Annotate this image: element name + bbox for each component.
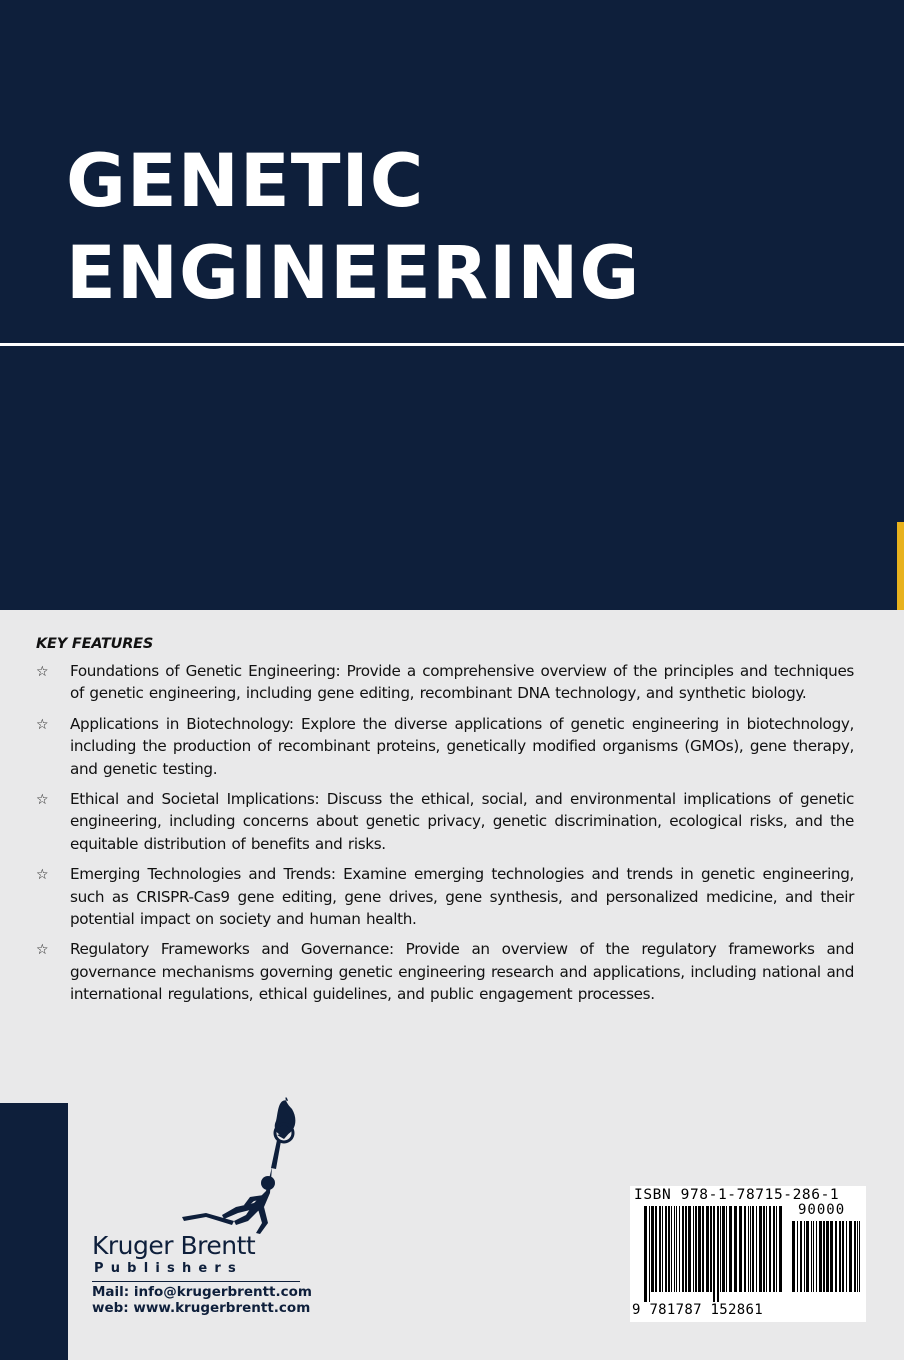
barcode-bar bbox=[671, 1206, 672, 1292]
torch-runner-logo-icon bbox=[150, 1095, 300, 1235]
title-divider bbox=[0, 343, 904, 346]
top-navy-band bbox=[0, 0, 904, 610]
barcode-bar bbox=[744, 1206, 746, 1292]
barcode-bar bbox=[816, 1221, 817, 1292]
barcode-bar bbox=[854, 1221, 856, 1292]
publisher-web: web: www.krugerbrentt.com bbox=[92, 1300, 311, 1316]
barcode-bar bbox=[859, 1221, 860, 1292]
barcode-bar bbox=[804, 1221, 805, 1292]
isbn-label: ISBN 978-1-78715-286-1 bbox=[634, 1187, 840, 1203]
barcode-bar bbox=[726, 1206, 727, 1292]
barcode-bar bbox=[649, 1206, 650, 1302]
barcode-bar bbox=[759, 1206, 762, 1292]
title-line-1: GENETIC bbox=[66, 139, 425, 224]
barcode-bar bbox=[766, 1206, 767, 1292]
barcode-bar bbox=[698, 1206, 701, 1292]
barcode-bar bbox=[756, 1206, 757, 1292]
feature-item bbox=[36, 713, 854, 780]
barcode-bar bbox=[729, 1206, 732, 1292]
barcode-bar bbox=[717, 1206, 719, 1302]
barcode-bar bbox=[734, 1206, 737, 1292]
feature-text: Applications in Biotechnology: Explore the diverse applications of genetic engineering in biotechnology, including the production of recombinant proteins, genetically modified organisms (GMOs), gene therapy, and genetic testing. bbox=[70, 714, 854, 778]
title-line-2: ENGINEERING bbox=[66, 231, 641, 316]
barcode-bar bbox=[826, 1221, 829, 1292]
publisher-mail: Mail: info@krugerbrentt.com bbox=[92, 1284, 312, 1300]
yellow-spine-mark bbox=[897, 522, 904, 610]
feature-text: Emerging Technologies and Trends: Examine emerging technologies and trends in genetic engineering, such as CRISPR-Cas9 gene editing, gene drives, gene synthesis, and personalized medicine, and their potential impact on society and human health. bbox=[70, 865, 854, 929]
barcode-bar bbox=[800, 1221, 802, 1292]
key-features-heading: KEY FEATURES bbox=[36, 636, 154, 652]
barcode-bar bbox=[739, 1206, 742, 1292]
feature-item bbox=[36, 788, 854, 855]
barcode-bar bbox=[842, 1221, 844, 1292]
barcode-bar bbox=[659, 1206, 661, 1292]
barcode-bar bbox=[720, 1206, 721, 1292]
barcode-bar bbox=[706, 1206, 709, 1292]
barcode-bar bbox=[857, 1221, 858, 1292]
star-outline-icon: ☆ bbox=[36, 942, 49, 959]
publisher-subtitle: Publishers bbox=[94, 1261, 243, 1276]
publisher-name: Kruger Brentt bbox=[92, 1231, 256, 1260]
barcode-bar bbox=[806, 1221, 809, 1292]
star-outline-icon: ☆ bbox=[36, 867, 49, 884]
barcode-bar bbox=[682, 1206, 684, 1292]
barcode-bar bbox=[662, 1206, 663, 1292]
barcode-bar bbox=[713, 1206, 715, 1302]
barcode-bar bbox=[651, 1206, 654, 1292]
barcode-bar bbox=[763, 1206, 765, 1292]
addon-barcode-bars bbox=[792, 1221, 860, 1302]
barcode-bar bbox=[722, 1206, 725, 1292]
feature-item bbox=[36, 938, 854, 1005]
barcode-bar bbox=[849, 1221, 852, 1292]
barcode-bar bbox=[668, 1206, 670, 1292]
barcode-bar bbox=[819, 1221, 822, 1292]
barcode-bar bbox=[676, 1206, 677, 1292]
barcode-bar bbox=[839, 1221, 841, 1292]
barcode-bar bbox=[835, 1221, 837, 1292]
feature-text: Foundations of Genetic Engineering: Provide a comprehensive overview of the principles and techniques of genetic engineering, including gene editing, recombinant DNA technology, and synthetic biology. bbox=[70, 662, 854, 703]
publisher-brand bbox=[92, 1231, 300, 1282]
feature-item bbox=[36, 660, 854, 705]
barcode-bar bbox=[693, 1206, 694, 1292]
barcode-bar bbox=[823, 1221, 825, 1292]
barcode-bar bbox=[665, 1206, 667, 1292]
key-features-section bbox=[36, 636, 854, 1014]
ean-digits: 9 781787 152861 bbox=[632, 1302, 763, 1318]
barcode-bar bbox=[688, 1206, 691, 1292]
barcode-bar bbox=[797, 1221, 798, 1292]
barcode-bar bbox=[674, 1206, 675, 1292]
barcode-bar bbox=[769, 1206, 771, 1292]
book-title bbox=[66, 136, 640, 320]
barcode-bar bbox=[773, 1206, 775, 1292]
barcode-bar bbox=[846, 1221, 847, 1292]
price-code: 90000 bbox=[798, 1202, 846, 1218]
barcode-bar bbox=[710, 1206, 712, 1292]
barcode-bar bbox=[695, 1206, 697, 1292]
feature-text: Ethical and Societal Implications: Discuss the ethical, social, and environmental implications of genetic engineering, including concerns about genetic privacy, genetic discrimination, ecological risks, and the equitable distribution of benefits and risks. bbox=[70, 790, 854, 853]
barcode-bar bbox=[685, 1206, 687, 1292]
star-outline-icon: ☆ bbox=[36, 716, 49, 733]
left-navy-bar bbox=[0, 1103, 68, 1360]
barcode-bar bbox=[679, 1206, 680, 1292]
barcode-bar bbox=[748, 1206, 749, 1292]
publisher-divider bbox=[92, 1281, 300, 1282]
barcode-bar bbox=[776, 1206, 777, 1292]
star-outline-icon: ☆ bbox=[36, 664, 49, 680]
barcode-bar bbox=[792, 1221, 795, 1292]
star-outline-icon: ☆ bbox=[36, 792, 49, 809]
barcode-bar bbox=[750, 1206, 751, 1292]
barcode-bar bbox=[830, 1221, 833, 1292]
barcode-bar bbox=[752, 1206, 754, 1292]
barcode-bar bbox=[644, 1206, 647, 1302]
barcode-bar bbox=[655, 1206, 657, 1292]
feature-text: Regulatory Frameworks and Governance: Provide an overview of the regulatory frameworks and governance mechanisms governing genetic engineering research and applications, including national and international regulations, ethical guidelines, and public engagement processes. bbox=[70, 940, 854, 1004]
barcode-bar bbox=[813, 1221, 814, 1292]
barcode-bar bbox=[702, 1206, 704, 1292]
publisher-contact bbox=[92, 1284, 312, 1316]
barcode-bar bbox=[811, 1221, 812, 1292]
ean-barcode-bars bbox=[644, 1206, 784, 1302]
feature-item bbox=[36, 863, 854, 930]
barcode-bar bbox=[779, 1206, 782, 1292]
